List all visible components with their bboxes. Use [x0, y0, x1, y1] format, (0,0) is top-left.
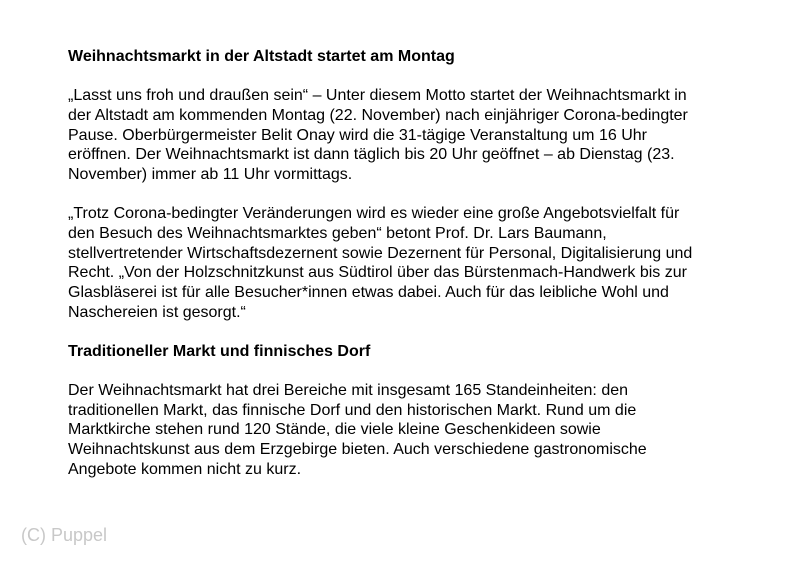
paragraph-line: Naschereien ist gesorgt.“ — [68, 303, 246, 321]
paragraph-2 — [68, 204, 748, 323]
paragraph-line: „Lasst uns froh und draußen sein“ – Unter diesem Motto startet der Weihnachtsmarkt in — [68, 87, 687, 104]
paragraph-line: der Altstadt am kommenden Montag (22. November) nach einjähriger Corona-bedingter — [68, 106, 688, 124]
paragraph-line: stellvertretender Wirtschaftsdezernent sowie Dezernent für Personal, Digitalisierung und — [68, 244, 693, 262]
paragraph-3 — [68, 381, 748, 480]
paragraph-line: Recht. „Von der Holzschnitzkunst aus Südtirol über das Bürstenmach-Handwerk bis zur — [68, 264, 687, 282]
paragraph-line: Marktkirche stehen rund 120 Stände, die viele kleine Geschenkideen sowie — [68, 421, 601, 439]
article-heading-2: Traditioneller Markt und finnisches Dorf — [68, 342, 371, 360]
paragraph-line: Der Weihnachtsmarkt hat drei Bereiche mit insgesamt 165 Standeinheiten: den — [68, 381, 629, 399]
paragraph-line: traditionellen Markt, das finnische Dorf und den historischen Markt. Rund um die — [68, 401, 637, 419]
paragraph-line: Pause. Oberbürgermeister Belit Onay wird die 31-tägige Veranstaltung um 16 Uhr — [68, 126, 647, 144]
paragraph-line: November) immer ab 11 Uhr vormittags. — [68, 166, 353, 184]
article-heading-1: Weihnachtsmarkt in der Altstadt startet am Montag — [68, 48, 455, 65]
paragraph-line: eröffnen. Der Weihnachtsmarkt ist dann täglich bis 20 Uhr geöffnet – ab Dienstag (23. — [68, 146, 675, 164]
paragraph-line: Angebote kommen nicht zu kurz. — [68, 460, 302, 478]
paragraph-line: den Besuch des Weihnachtsmarktes geben“ betont Prof. Dr. Lars Baumann, — [68, 224, 607, 242]
article — [68, 47, 748, 499]
paragraph-line: Glasbläserei ist für alle Besucher*innen etwas dabei. Auch für das leibliche Wohl und — [68, 284, 669, 302]
copyright-watermark: (C) Puppel — [21, 525, 108, 545]
paragraph-line: „Trotz Corona-bedingter Veränderungen wird es wieder eine große Angebotsvielfalt für — [68, 204, 680, 222]
paragraph-1 — [68, 86, 748, 185]
paragraph-line: Weihnachtskunst aus dem Erzgebirge bieten. Auch verschiedene gastronomische — [68, 441, 647, 459]
